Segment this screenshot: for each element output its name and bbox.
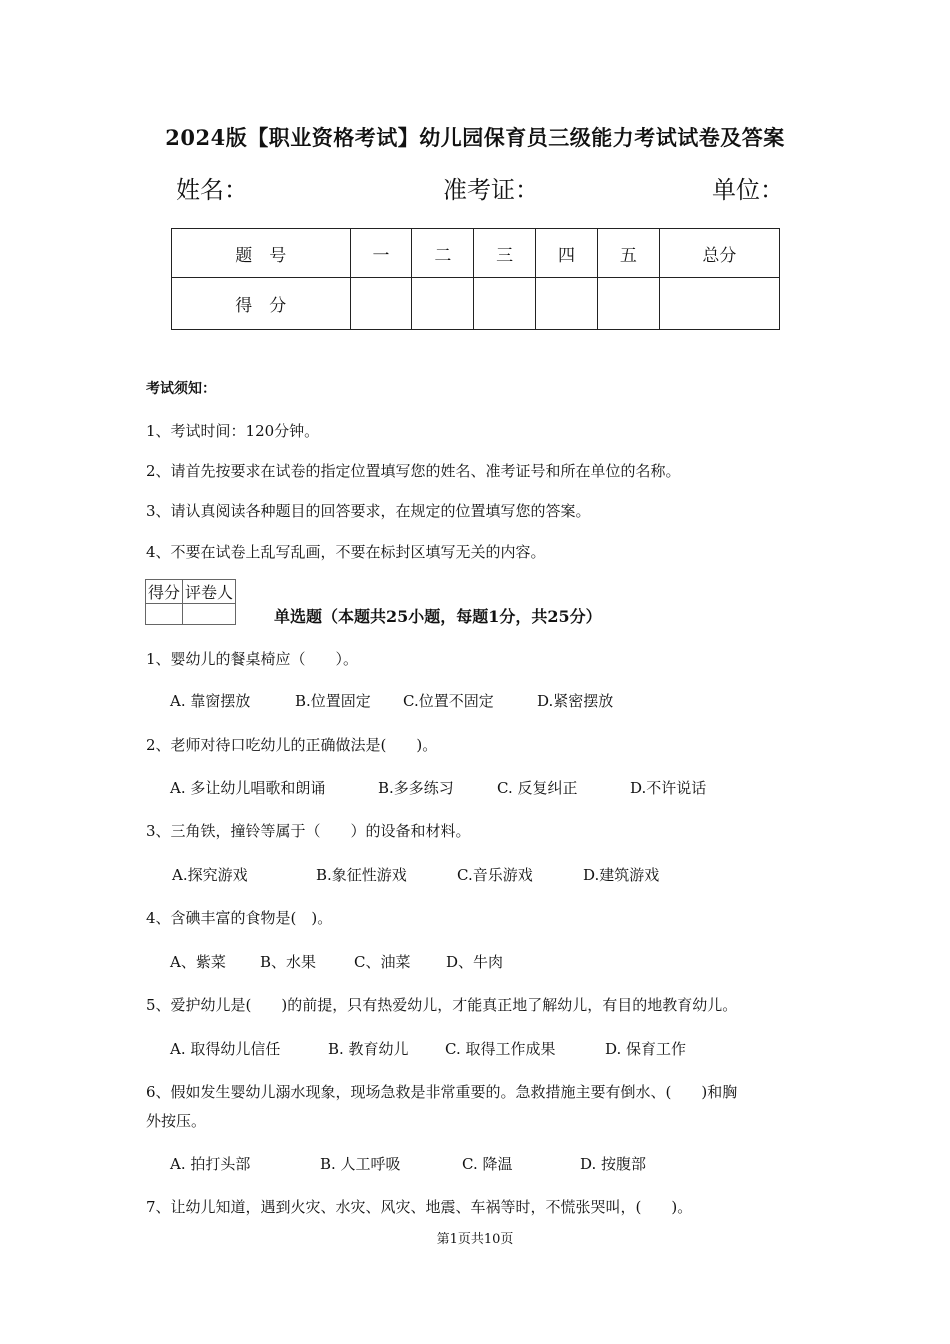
question-option: B.多多练习: [378, 779, 454, 797]
question-option: A. 多让幼儿唱歌和朗诵: [170, 779, 326, 797]
question-option: D.不许说话: [630, 779, 707, 797]
question-option: C、油菜: [354, 953, 411, 971]
page-title: 2024版【职业资格考试】幼儿园保育员三级能力考试试卷及答案: [165, 125, 785, 150]
notice-item: 2、请首先按要求在试卷的指定位置填写您的姓名、准考证号和所在单位的名称。: [146, 462, 681, 480]
score-cell[interactable]: [412, 278, 474, 330]
name-label: 姓名：: [176, 176, 248, 204]
score-cell[interactable]: [350, 278, 412, 330]
question-stem: 4、含碘丰富的食物是( )。: [146, 909, 333, 927]
question-option: C.位置不固定: [403, 692, 494, 710]
question-option: C.音乐游戏: [457, 866, 533, 884]
question-option: D. 保育工作: [605, 1040, 687, 1058]
notice-heading: 考试须知：: [146, 381, 216, 397]
question-option: A. 拍打头部: [170, 1155, 251, 1173]
score-cell[interactable]: [659, 278, 779, 330]
question-option: A. 取得幼儿信任: [170, 1040, 281, 1058]
question-option: A. 靠窗摆放: [170, 692, 251, 710]
grader-score-label: 得分: [146, 580, 183, 604]
score-table-header-row: [172, 229, 780, 278]
score-row-label: 得 分: [172, 278, 351, 330]
question-option: C. 反复纠正: [497, 779, 578, 797]
score-header-cell: 二: [412, 229, 474, 278]
question-option: D.紧密摆放: [537, 692, 614, 710]
score-cell[interactable]: [597, 278, 659, 330]
question-option: B.象征性游戏: [316, 866, 407, 884]
question-stem: 7、让幼儿知道，遇到火灾、水灾、风灾、地震、车祸等时，不慌张哭叫，( )。: [146, 1198, 693, 1216]
score-header-cell: 一: [350, 229, 412, 278]
question-stem: 6、假如发生婴幼儿溺水现象，现场急救是非常重要的。急救措施主要有倒水、( )和胸: [146, 1083, 738, 1101]
score-header-cell: 三: [474, 229, 536, 278]
score-table: [171, 228, 780, 330]
question-option: D. 按腹部: [580, 1155, 647, 1173]
question-stem: 5、爱护幼儿是( )的前提，只有热爱幼儿，才能真正地了解幼儿，有目的地教育幼儿。: [146, 996, 738, 1014]
notice-item: 4、不要在试卷上乱写乱画，不要在标封区填写无关的内容。: [146, 543, 546, 561]
grader-score-cell[interactable]: [146, 604, 183, 625]
score-cell[interactable]: [536, 278, 598, 330]
question-option: B. 教育幼儿: [328, 1040, 409, 1058]
question-option: B、水果: [260, 953, 317, 971]
unit-label: 单位：: [712, 176, 784, 204]
question-option: A.探究游戏: [172, 866, 248, 884]
score-header-cell: 总分: [659, 229, 779, 278]
grader-name-label: 评卷人: [183, 580, 236, 604]
notice-item: 3、请认真阅读各种题目的回答要求，在规定的位置填写您的答案。: [146, 502, 591, 520]
question-option: C. 取得工作成果: [445, 1040, 556, 1058]
ticket-label: 准考证：: [443, 176, 539, 204]
question-stem-continued: 外按压。: [146, 1112, 207, 1130]
section-title: 单选题（本题共25小题，每题1分，共25分）: [274, 607, 602, 626]
question-stem: 2、老师对待口吃幼儿的正确做法是( )。: [146, 736, 438, 754]
score-header-cell: 题 号: [172, 229, 351, 278]
grader-box: [145, 579, 236, 625]
question-option: C. 降温: [462, 1155, 513, 1173]
notice-item: 1、考试时间：120分钟。: [146, 422, 320, 440]
score-header-cell: 五: [597, 229, 659, 278]
page-footer: 第1页共10页: [436, 1232, 514, 1247]
question-option: D.建筑游戏: [583, 866, 660, 884]
question-option: A、紫菜: [170, 953, 226, 971]
question-option: B.位置固定: [295, 692, 371, 710]
score-header-cell: 四: [536, 229, 598, 278]
score-cell[interactable]: [474, 278, 536, 330]
question-stem: 3、三角铁，撞铃等属于（ ）的设备和材料。: [146, 822, 471, 840]
question-option: D、牛肉: [446, 953, 504, 971]
score-table-score-row: [172, 278, 780, 330]
question-option: B. 人工呼吸: [320, 1155, 401, 1173]
grader-name-cell[interactable]: [183, 604, 236, 625]
question-stem: 1、婴幼儿的餐桌椅应（ ）。: [146, 650, 359, 668]
